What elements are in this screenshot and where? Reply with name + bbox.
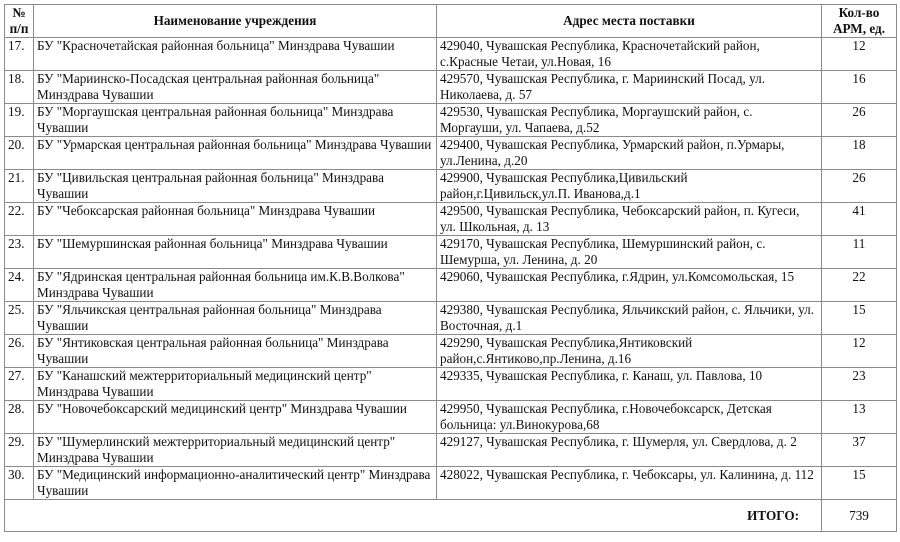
row-qty: 15	[822, 467, 897, 500]
table-body	[5, 38, 897, 532]
row-name: БУ "Канашский межтерриториальный медицинский центр" Минздрава Чувашии	[34, 368, 437, 401]
row-address: 429040, Чувашская Республика, Красночетайский район, с.Красные Четаи, ул.Новая, 16	[437, 38, 822, 71]
row-num: 23.	[5, 236, 34, 269]
header-qty: Кол-во АРМ, ед.	[822, 5, 897, 38]
row-name: БУ "Шумерлинский межтерриториальный медицинский центр" Минздрава Чувашии	[34, 434, 437, 467]
row-name: БУ "Моргаушская центральная районная больница" Минздрава Чувашии	[34, 104, 437, 137]
row-qty: 11	[822, 236, 897, 269]
row-name: БУ "Ядринская центральная районная больница им.К.В.Волкова" Минздрава Чувашии	[34, 269, 437, 302]
row-qty: 26	[822, 170, 897, 203]
table-row	[5, 203, 897, 236]
row-qty: 12	[822, 38, 897, 71]
row-address: 429060, Чувашская Республика, г.Ядрин, ул.Комсомольская, 15	[437, 269, 822, 302]
row-name: БУ "Яльчикская центральная районная больница" Минздрава Чувашии	[34, 302, 437, 335]
row-num: 21.	[5, 170, 34, 203]
row-qty: 23	[822, 368, 897, 401]
row-address: 429127, Чувашская Республика, г. Шумерля, ул. Свердлова, д. 2	[437, 434, 822, 467]
row-qty: 16	[822, 71, 897, 104]
row-num: 30.	[5, 467, 34, 500]
table-row	[5, 434, 897, 467]
row-name: БУ "Чебоксарская районная больница" Минздрава Чувашии	[34, 203, 437, 236]
row-address: 429530, Чувашская Республика, Моргаушский район, с. Моргауши, ул. Чапаева, д.52	[437, 104, 822, 137]
row-num: 20.	[5, 137, 34, 170]
total-row	[5, 500, 897, 532]
table-row	[5, 335, 897, 368]
table-row	[5, 236, 897, 269]
row-address: 429400, Чувашская Республика, Урмарский район, п.Урмары, ул.Ленина, д.20	[437, 137, 822, 170]
table-header	[5, 5, 897, 38]
row-name: БУ "Красночетайская районная больница" Минздрава Чувашии	[34, 38, 437, 71]
table-row	[5, 401, 897, 434]
row-qty: 26	[822, 104, 897, 137]
row-num: 19.	[5, 104, 34, 137]
row-num: 17.	[5, 38, 34, 71]
row-qty: 18	[822, 137, 897, 170]
row-num: 25.	[5, 302, 34, 335]
row-address: 429570, Чувашская Республика, г. Мариинский Посад, ул. Николаева, д. 57	[437, 71, 822, 104]
header-name: Наименование учреждения	[34, 5, 437, 38]
table-row	[5, 137, 897, 170]
header-row	[5, 5, 897, 38]
row-name: БУ "Шемуршинская районная больница" Минздрава Чувашии	[34, 236, 437, 269]
institutions-table	[4, 4, 897, 532]
row-qty: 37	[822, 434, 897, 467]
table-row	[5, 467, 897, 500]
row-address: 429290, Чувашская Республика,Янтиковский район,с.Янтиково,пр.Ленина, д.16	[437, 335, 822, 368]
row-name: БУ "Цивильская центральная районная больница" Минздрава Чувашии	[34, 170, 437, 203]
table-row	[5, 368, 897, 401]
row-qty: 15	[822, 302, 897, 335]
row-qty: 22	[822, 269, 897, 302]
table-row	[5, 104, 897, 137]
table-row	[5, 170, 897, 203]
row-address: 429500, Чувашская Республика, Чебоксарский район, п. Кугеси, ул. Школьная, д. 13	[437, 203, 822, 236]
row-num: 26.	[5, 335, 34, 368]
row-address: 429900, Чувашская Республика,Цивильский район,г.Цивильск,ул.П. Иванова,д.1	[437, 170, 822, 203]
row-address: 429335, Чувашская Республика, г. Канаш, ул. Павлова, 10	[437, 368, 822, 401]
row-name: БУ "Медицинский информационно-аналитический центр" Минздрава Чувашии	[34, 467, 437, 500]
row-address: 429170, Чувашская Республика, Шемуршинский район, с. Шемурша, ул. Ленина, д. 20	[437, 236, 822, 269]
table-row	[5, 38, 897, 71]
row-name: БУ "Урмарская центральная районная больница" Минздрава Чувашии	[34, 137, 437, 170]
row-num: 29.	[5, 434, 34, 467]
header-address: Адрес места поставки	[437, 5, 822, 38]
row-num: 18.	[5, 71, 34, 104]
row-address: 428022, Чувашская Республика, г. Чебоксары, ул. Калинина, д. 112	[437, 467, 822, 500]
row-qty: 13	[822, 401, 897, 434]
total-label: ИТОГО:	[5, 500, 822, 532]
row-name: БУ "Новочебоксарский медицинский центр" Минздрава Чувашии	[34, 401, 437, 434]
row-qty: 12	[822, 335, 897, 368]
row-name: БУ "Мариинско-Посадская центральная районная больница" Минздрава Чувашии	[34, 71, 437, 104]
row-address: 429950, Чувашская Республика, г.Новочебоксарск, Детская больница: ул.Винокурова,68	[437, 401, 822, 434]
row-qty: 41	[822, 203, 897, 236]
row-num: 22.	[5, 203, 34, 236]
row-num: 28.	[5, 401, 34, 434]
row-address: 429380, Чувашская Республика, Яльчикский район, с. Яльчики, ул. Восточная, д.1	[437, 302, 822, 335]
table-row	[5, 302, 897, 335]
total-value: 739	[822, 500, 897, 532]
header-num: № п/п	[5, 5, 34, 38]
table-row	[5, 269, 897, 302]
row-num: 27.	[5, 368, 34, 401]
row-num: 24.	[5, 269, 34, 302]
table-row	[5, 71, 897, 104]
row-name: БУ "Янтиковская центральная районная больница" Минздрава Чувашии	[34, 335, 437, 368]
